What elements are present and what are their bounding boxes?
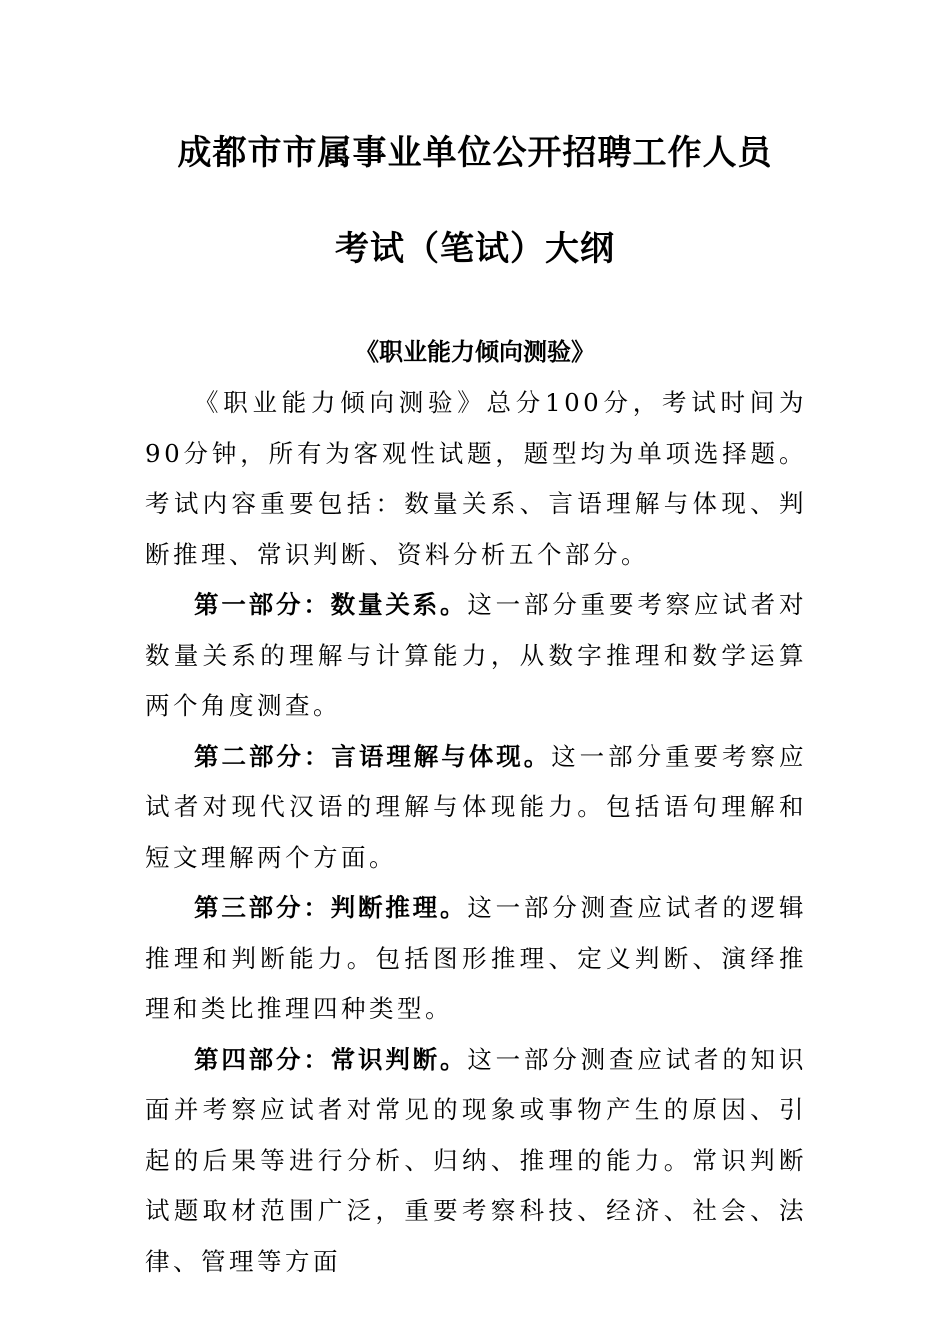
- part-4-paragraph: [145, 1035, 807, 1288]
- intro-paragraph: 《职业能力倾向测验》总分100分，考试时间为90分钟，所有为客观性试题，题型均为单项选择题。考试内容重要包括：数量关系、言语理解与体现、判断推理、常识判断、资料分析五个部分。: [145, 388, 807, 569]
- part-3-text: 这一部分测查应试者的逻辑推理和判断能力。包括图形推理、定义判断、演绎推理和类比推理四种类型。: [145, 893, 808, 1023]
- part-2-heading: 第二部分：言语理解与体现。: [194, 741, 552, 771]
- part-4-heading: 第四部分：常识判断。: [194, 1044, 468, 1074]
- document-body: [145, 378, 807, 1287]
- part-2-text: 这一部分重要考察应试者对现代汉语的理解与体现能力。包括语句理解和短文理解两个方面。: [145, 741, 808, 872]
- document-title-line-2: 考试（笔试）大纲: [335, 229, 615, 269]
- part-3-paragraph: [145, 883, 807, 1035]
- section-title: 《职业能力倾向测验》: [355, 338, 595, 366]
- document-title-line-1: 成都市市属事业单位公开招聘工作人员: [177, 133, 773, 173]
- part-1-text: 这一部分重要考察应试者对数量关系的理解与计算能力，从数字推理和数学运算两个角度测查。: [145, 590, 808, 720]
- part-2-paragraph: [145, 732, 807, 884]
- part-3-heading: 第三部分：判断推理。: [194, 893, 468, 922]
- part-1-heading: 第一部分：数量关系。: [194, 590, 468, 619]
- part-1-paragraph: [145, 580, 807, 732]
- part-4-text: 这一部分测查应试者的知识面并考察应试者对常见的现象或事物产生的原因、引起的后果等进行分析、归纳、推理的能力。常识判断试题取材范围广泛，重要考察科技、经济、社会、法律、管理等方面: [145, 1044, 808, 1276]
